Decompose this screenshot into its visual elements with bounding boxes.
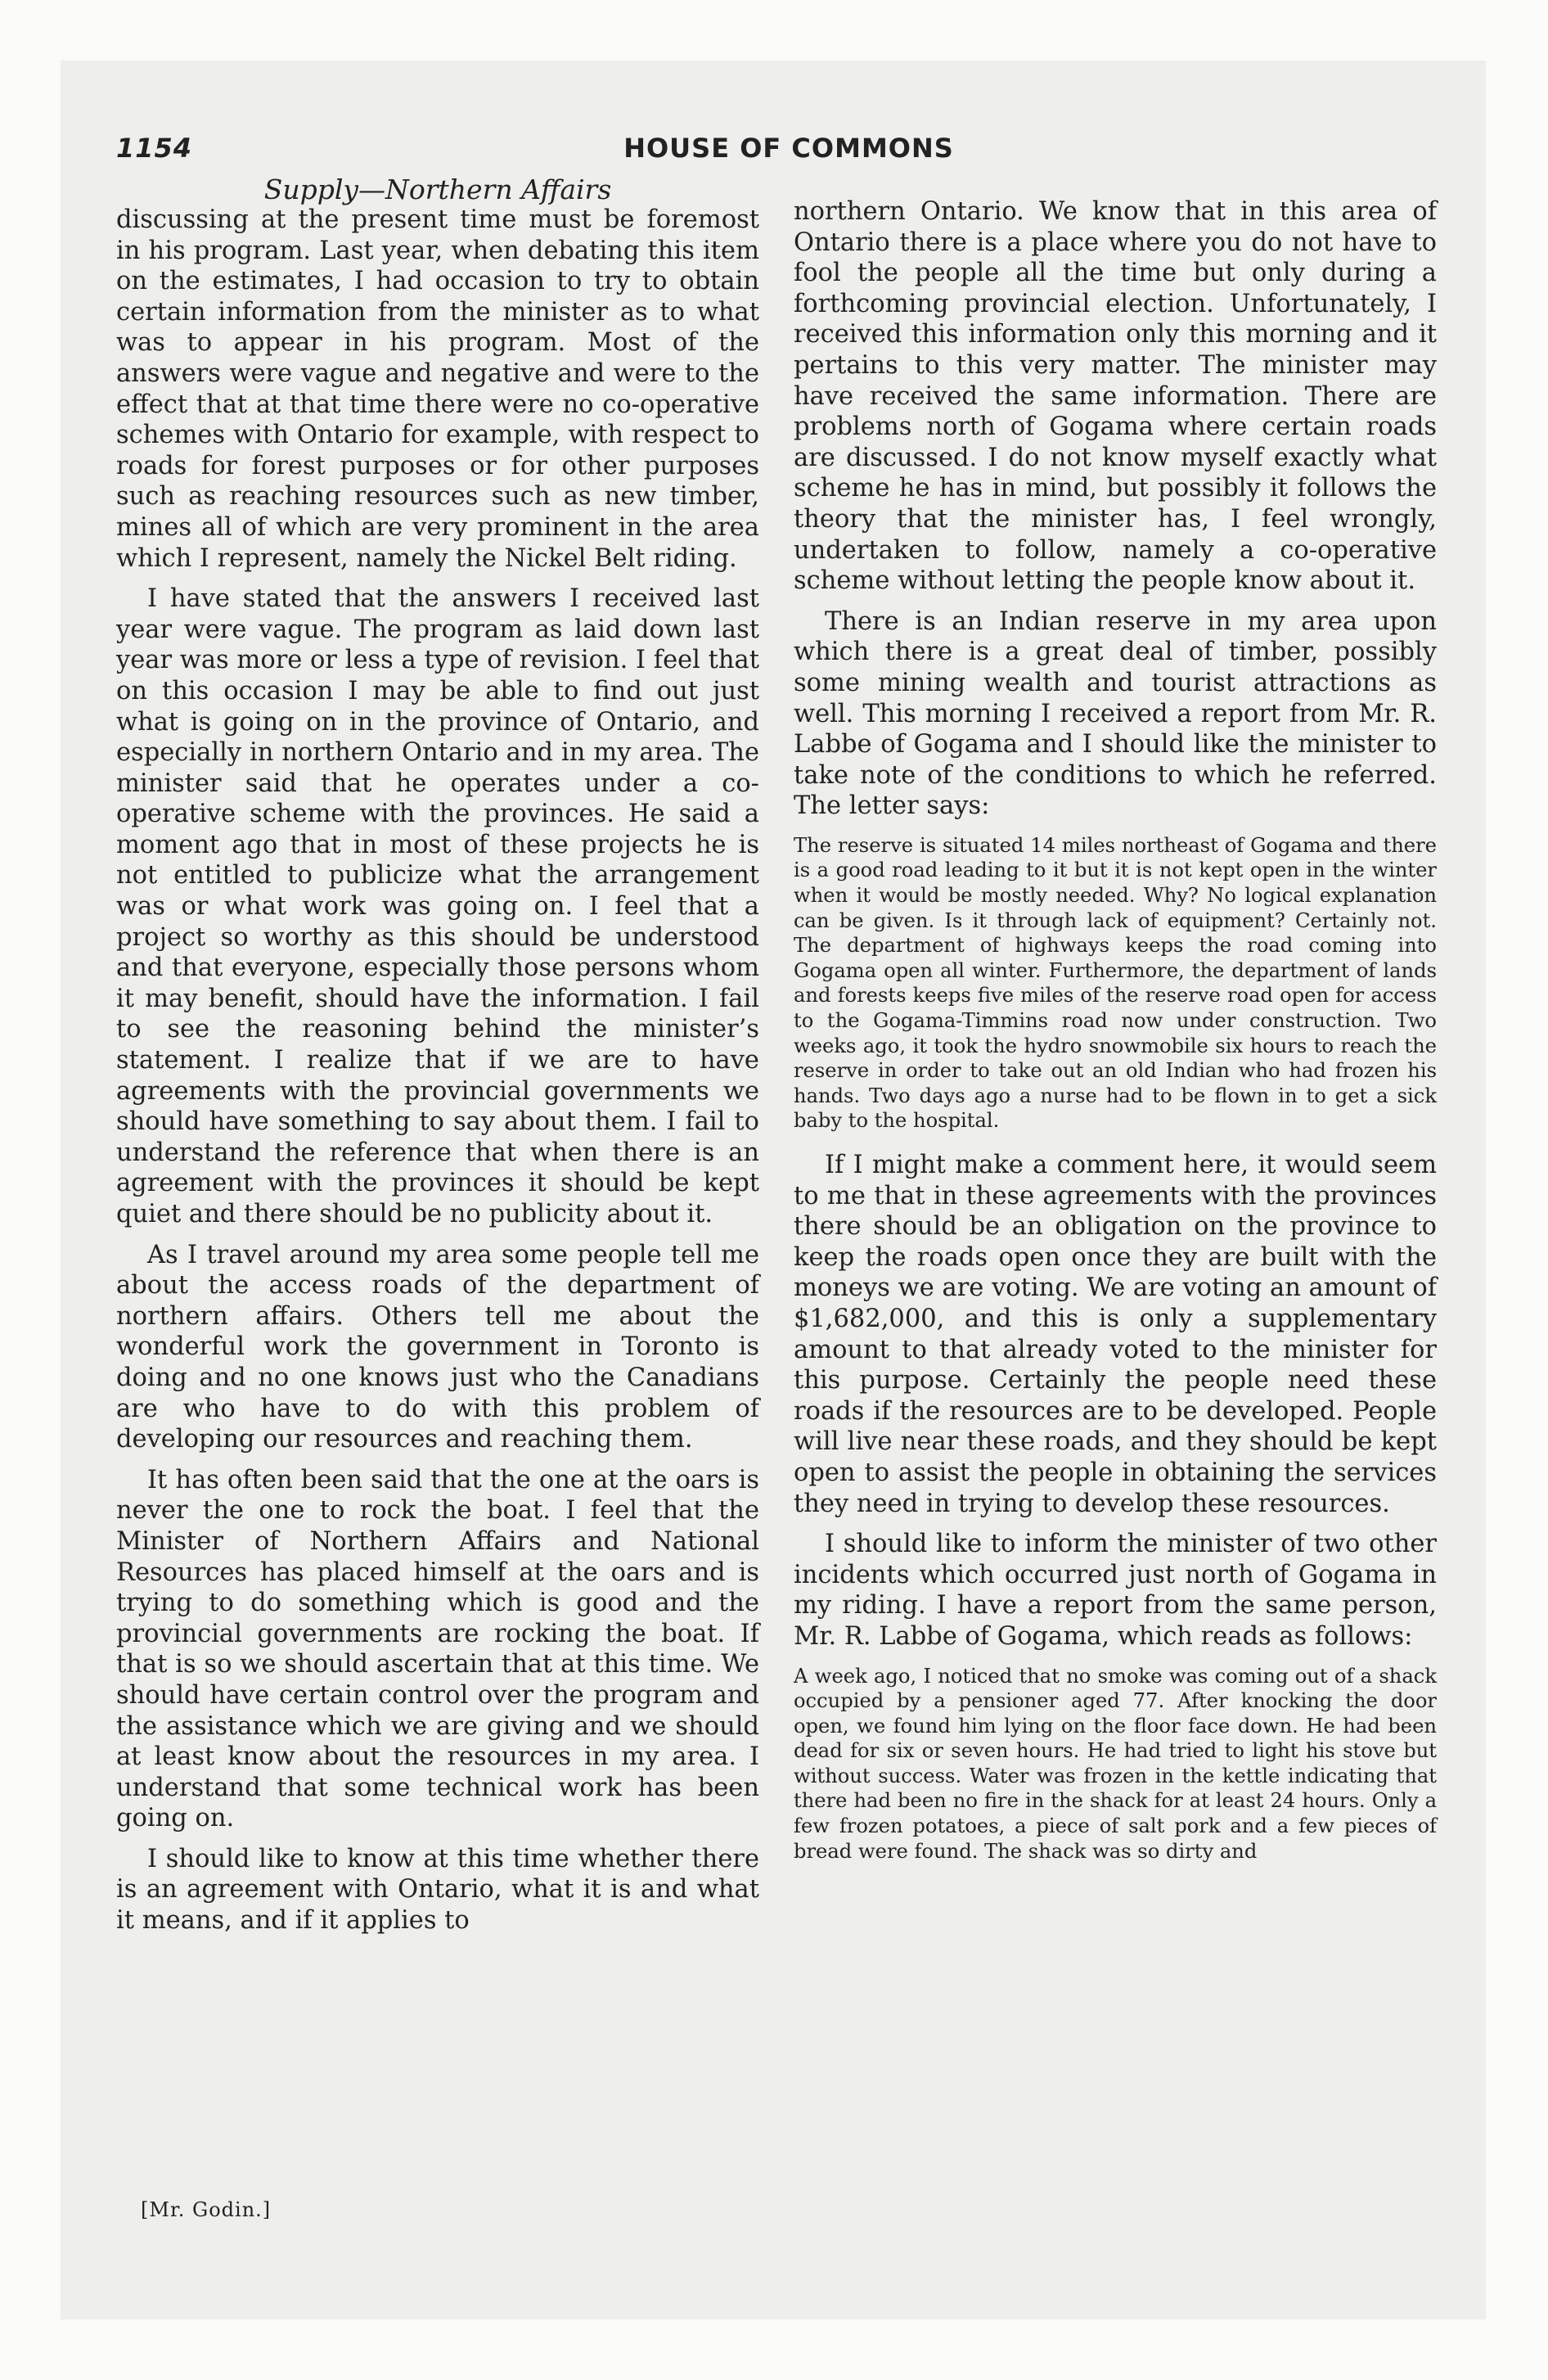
paragraph: If I might make a comment here, it would seem to me that in these agreements with the provinces there should be an obligation on the province to keep the roads open once they are built with the moneys we are voting. We are voting an amount of $1,682,000, and this is only a supplementary amount to that already voted to the minister for this purpose. Certainly the people need these roads if the resources are to be developed. People will live near these roads, and they should be kept open to assist the people in obtaining the services they need in trying to develop these resources.: [794, 1151, 1437, 1518]
paragraph: I should like to inform the minister of two other incidents which occurred just north of Gogama in my riding. I have a report from the same person, Mr. R. Labbe of Gogama, which reads as follows:: [794, 1530, 1437, 1651]
paragraph: It has often been said that the one at the oars is never the one to rock the boat. I feel that the Minister of Northern Affairs and National Resources has placed himself at the oars and is trying to do something which is good and the provincial governments are rocking the boat. If that is so we should ascertain that at this time. We should have certain control over the program and the assistance which we are giving and we should at least know about the resources in my area. I understand that some technical work has been going on.: [116, 1465, 759, 1833]
section-subheader: Supply—Northern Affairs: [263, 174, 612, 205]
running-header: HOUSE OF COMMONS: [623, 133, 954, 164]
paragraph: There is an Indian reserve in my area upon which there is a great deal of timber, possibly some mining wealth and tourist attractions as well. This morning I received a report from Mr. R. Labbe of Gogama and I should like the minister to take note of the conditions to which he referred. The letter says:: [794, 606, 1437, 821]
paragraph: northern Ontario. We know that in this area of Ontario there is a place where you do not have to fool the people all the time but only during a forthcoming provincial election. Unfortunately, I received this information only this morning and it pertains to this very matter. The minister may have received the same information. There are problems north of Gogama where certain roads are discussed. I do not know myself exactly what scheme he has in mind, but possibly it follows the theory that the minister has, I feel wrongly, undertaken to follow, namely a co-operative scheme without letting the people know about it.: [794, 197, 1437, 596]
paragraph: As I travel around my area some people tell me about the access roads of the department of northern affairs. Others tell me about the wonderful work the government in Toronto is doing and no one knows just who the Canadians are who have to do with this problem of developing our resources and reaching them.: [116, 1240, 759, 1454]
paragraph: I should like to know at this time whether there is an agreement with Ontario, what it is and what it means, and if it applies to: [116, 1844, 759, 1936]
paragraph: discussing at the present time must be foremost in his program. Last year, when debating this item on the estimates, I had occasion to try to obtain certain information from the minister as to what was to appear in his program. Most of the answers were vague and negative and were to the effect that at that time there were no co-operative schemes with Ontario for example, with respect to roads for forest purposes or for other purposes such as reaching resources such as new timber, mines all of which are very prominent in the area which I represent, namely the Nickel Belt riding.: [116, 205, 759, 573]
page-number: 1154: [116, 133, 193, 164]
quoted-letter: The reserve is situated 14 miles northeast of Gogama and there is a good road leading to it but it is not kept open in the winter when it would be mostly needed. Why? No logical explanation can be given. Is it through lack of equipment? Certainly not. The department of highways keeps the road coming into Gogama open all winter. Furthermore, the department of lands and forests keeps five miles of the reserve road open for access to the Gogama-Timmins road now under construction. Two weeks ago, it took the hydro snowmobile six hours to reach the reserve in order to take out an old Indian who had frozen his hands. Two days ago a nurse had to be flown in to get a sick baby to the hospital.: [794, 833, 1437, 1133]
paragraph: I have stated that the answers I received last year were vague. The program as laid down last year was more or less a type of revision. I feel that on this occasion I may be able to find out just what is going on in the province of Ontario, and especially in northern Ontario and in my area. The minister said that he operates under a co-operative scheme with the provinces. He said a moment ago that in most of these projects he is not entitled to publicize what the arrangement was or what work was going on. I feel that a project so worthy as this should be understood and that everyone, especially those persons whom it may benefit, should have the information. I fail to see the reasoning behind the minister’s statement. I realize that if we are to have agreements with the provincial governments we should have something to say about them. I fail to understand the reference that when there is an agreement with the provinces it should be kept quiet and there should be no publicity about it.: [116, 584, 759, 1228]
speaker-footer: [Mr. Godin.]: [141, 2198, 272, 2221]
left-column: [116, 205, 759, 1946]
quoted-report: A week ago, I noticed that no smoke was coming out of a shack occupied by a pensioner aged 77. After knocking the door open, we found him lying on the floor face down. He had been dead for six or seven hours. He had tried to light his stove but without success. Water was frozen in the kettle indicating that there had been no fire in the shack for at least 24 hours. Only a few frozen potatoes, a piece of salt pork and a few pieces of bread were found. The shack was so dirty and: [794, 1664, 1437, 1863]
right-column: [794, 196, 1437, 1880]
